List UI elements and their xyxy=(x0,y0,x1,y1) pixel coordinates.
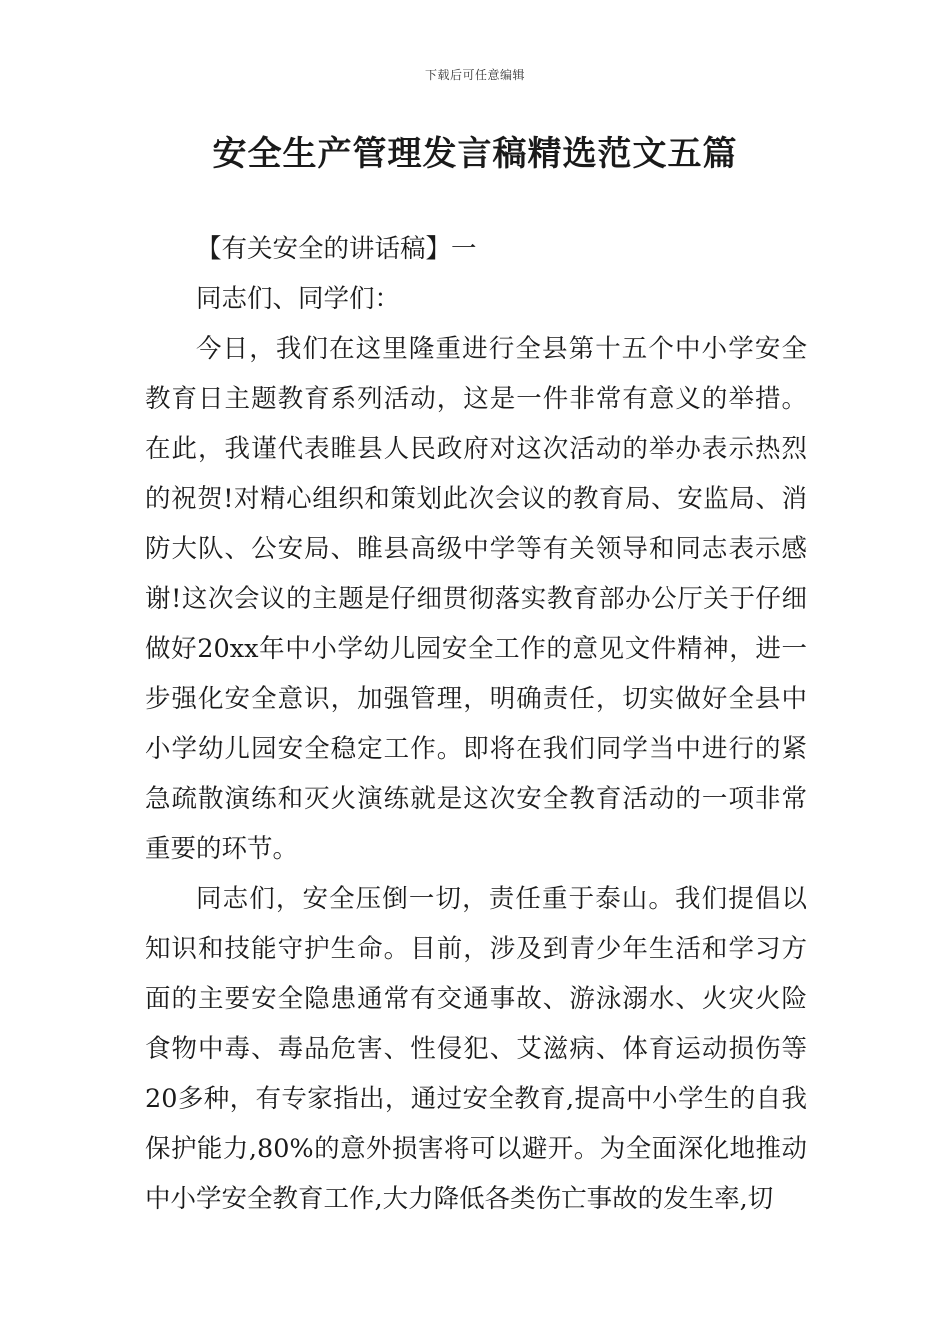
paragraph-1: 今日，我们在这里隆重进行全县第十五个中小学安全教育日主题教育系列活动，这是一件非常有意义的举措。在此，我谨代表睢县人民政府对这次活动的举办表示热烈的祝贺!对精心组织和策划此次会议的教育局、安监局、消防大队、公安局、睢县高级中学等有关领导和同志表示感谢!这次会议的主题是仔细贯彻落实教育部办公厅关于仔细做好20xx年中小学幼儿园安全工作的意见文件精神，进一步强化安全意识，加强管理，明确责任，切实做好全县中小学幼儿园安全稳定工作。即将在我们同学当中进行的紧急疏散演练和灭火演练就是这次安全教育活动的一项非常重要的环节。 xyxy=(145,334,807,864)
paragraph-2: 同志们，安全压倒一切，责任重于泰山。我们提倡以知识和技能守护生命。目前，涉及到青少年生活和学习方面的主要安全隐患通常有交通事故、游泳溺水、火灾火险食物中毒、毒品危害、性侵犯、艾滋病、体育运动损伤等20多种，有专家指出，通过安全教育,提高中小学生的自我保护能力,80%的意外损害将可以避开。为全面深化地推动中小学安全教育工作,大力降低各类伤亡事故的发生率,切 xyxy=(145,884,807,1214)
salutation: 同志们、同学们： xyxy=(196,284,401,314)
section-heading: 【有关安全的讲话稿】一 xyxy=(196,234,477,264)
header-note: 下载后可任意编辑 xyxy=(424,68,525,82)
document-body xyxy=(145,224,807,1224)
document-title: 安全生产管理发言稿精选范文五篇 xyxy=(212,134,738,174)
